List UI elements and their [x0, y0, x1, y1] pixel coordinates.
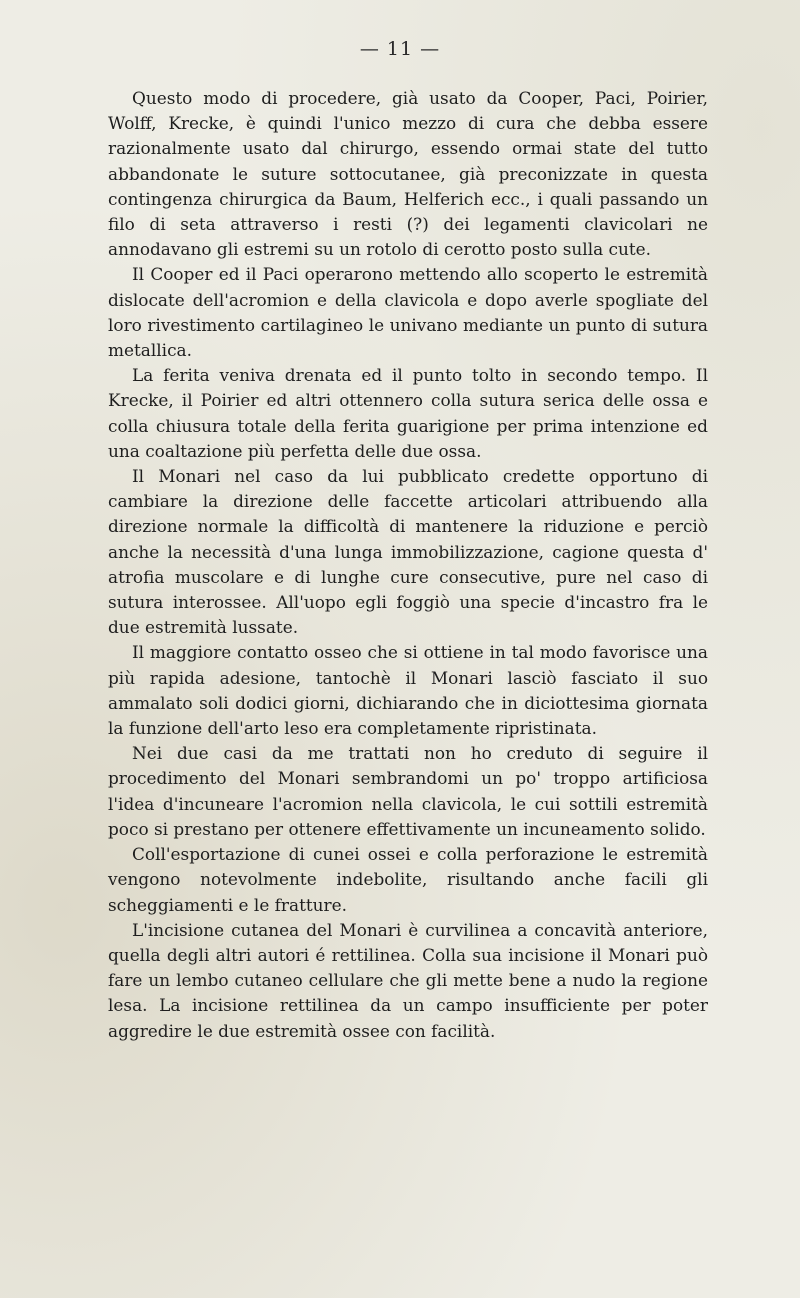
paragraph: Nei due casi da me trattati non ho creduto di seguire il procedimento del Monari sembrandomi un po' troppo artificiosa l'idea d'incuneare l'acromion nella clavicola, le cui sottili estremità poco si prestano per ottenere effettivamente un incuneamento solido. [108, 743, 708, 839]
paragraph: Il Cooper ed il Paci operarono mettendo allo scoperto le estremità dislocate dell'acromion e della clavicola e dopo averle spogliate del loro rivestimento cartilagineo le univano mediante un punto di sutura metallica. [108, 264, 708, 361]
body-text [108, 86, 708, 1044]
paragraph: Coll'esportazione di cunei ossei e colla perforazione le estremità vengono notevolmente indebolite, risultando anche facili gli scheggiamenti e le fratture. [108, 844, 708, 915]
paragraph: Questo modo di procedere, già usato da Cooper, Paci, Poirier, Wolff, Krecke, è quindi l'unico mezzo di cura che debba essere razionalmente usato dal chirurgo, essendo ormai state del tutto abbandonate le suture sottocutanee, già preconizzate in questa contingenza chirurgica da Baum, Helferich ecc., i quali passando un filo di seta attraverso i resti (?) dei legamenti clavicolari ne annodavano gli estremi su un rotolo di cerotto posto sulla cute. [108, 88, 708, 260]
page-number: — 11 — [359, 38, 441, 60]
paragraph: Il maggiore contatto osseo che si ottiene in tal modo favorisce una più rapida adesione, tantochè il Monari lasciò fasciato il suo ammalato soli dodici giorni, dichiarando che in diciottesima giornata la funzione dell'arto leso era completamente ripristinata. [108, 642, 708, 739]
paragraph: La ferita veniva drenata ed il punto tolto in secondo tempo. Il Krecke, il Poirier ed altri ottennero colla sutura serica delle ossa e colla chiusura totale della ferita guarigione per prima intenzione ed una coaltazione più perfetta delle due ossa. [108, 365, 708, 461]
paragraph: Il Monari nel caso da lui pubblicato credette opportuno di cambiare la direzione delle faccette articolari attribuendo alla direzione normale la difficoltà di mantenere la riduzione e perciò anche la necessità d'una lunga immobilizzazione, cagione questa d' atrofia muscolare e di lunghe cure consecutive, pure nel caso di sutura interossee. All'uopo egli foggiò una specie d'incastro fra le due estremità lussate. [108, 466, 708, 638]
paragraph: L'incisione cutanea del Monari è curvilinea a concavità anteriore, quella degli altri autori é rettilinea. Colla sua incisione il Monari può fare un lembo cutaneo cellulare che gli mette bene a nudo la regione lesa. La incisione rettilinea da un campo insufficiente per poter aggredire le due estremità ossee con facilità. [108, 919, 708, 1041]
